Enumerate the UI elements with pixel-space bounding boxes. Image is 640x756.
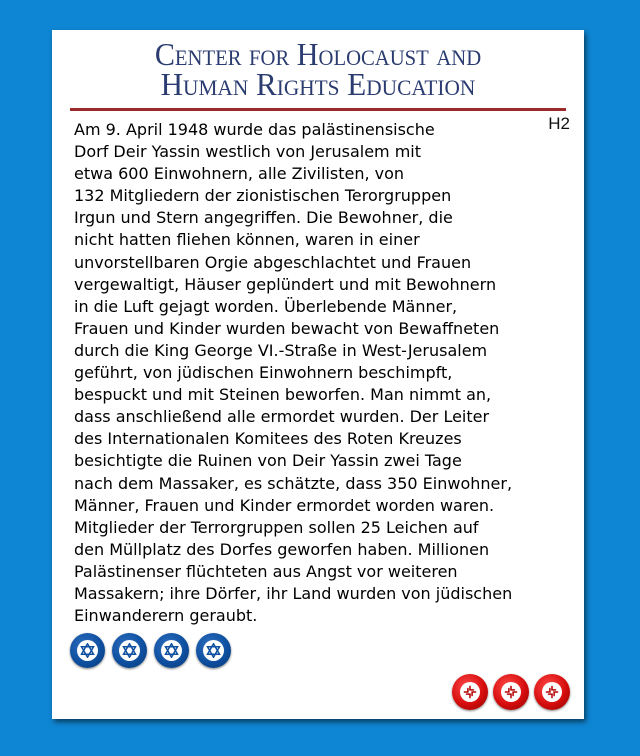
body-line: Palästinenser flüchteten aus Angst vor weiteren	[74, 561, 458, 581]
body-line: unvorstellbaren Orgie abgeschlachtet und Frauen	[74, 252, 472, 272]
content-card	[52, 30, 584, 719]
red-button-1[interactable]	[452, 674, 488, 710]
body-text	[74, 119, 578, 627]
star-of-david-icon	[203, 640, 224, 661]
star-button-row	[70, 633, 231, 668]
body-line: Irgun und Stern angegriffen. Die Bewohner, die	[74, 208, 453, 228]
org-logo-header	[70, 36, 566, 102]
body-line: Einwanderern geraubt.	[74, 606, 258, 626]
body-line: Mitglieder der Terrorgruppen sollen 25 Leichen auf	[74, 517, 479, 537]
star-button-4[interactable]	[196, 633, 231, 668]
body-line: Frauen und Kinder wurden bewacht von Bewaffneten	[74, 318, 500, 338]
star-button-2[interactable]	[112, 633, 147, 668]
star-button-1[interactable]	[70, 633, 105, 668]
body-line: den Müllplatz des Dorfes geworfen haben. Millionen	[74, 539, 490, 559]
body-line: Dorf Deir Yassin westlich von Jerusalem mit	[74, 142, 422, 162]
body-line: Massakern; ihre Dörfer, ihr Land wurden von jüdischen	[74, 583, 513, 603]
body-line: besichtigte die Ruinen von Deir Yassin zwei Tage	[74, 451, 462, 471]
red-button-2[interactable]	[493, 674, 529, 710]
star-button-3[interactable]	[154, 633, 189, 668]
body-line: Am 9. April 1948 wurde das palästinensische	[74, 120, 435, 139]
body-line: Männer, Frauen und Kinder ermordet worden waren.	[74, 495, 495, 515]
body-line: in die Luft gejagt worden. Überlebende Männer,	[74, 296, 458, 316]
page-code: H2	[548, 114, 570, 133]
body-line: des Internationalen Komitees des Roten Kreuzes	[74, 429, 462, 449]
star-of-david-icon	[77, 640, 98, 661]
red-button-row	[452, 674, 570, 710]
red-button-3[interactable]	[534, 674, 570, 710]
header-divider	[70, 108, 566, 111]
body-line: etwa 600 Einwohnern, alle Zivilisten, von	[74, 164, 405, 184]
header-line-1: Center for Holocaust and	[154, 36, 482, 72]
star-of-david-icon	[119, 640, 140, 661]
body-line: durch die King George VI.-Straße in West-Jerusalem	[74, 340, 488, 360]
body-line: 132 Mitgliedern der zionistischen Terorgruppen	[74, 186, 452, 206]
body-line: bespuckt und mit Steinen beworfen. Man nimmt an,	[74, 385, 492, 405]
swirl-icon	[542, 682, 562, 702]
body-line: vergewaltigt, Häuser geplündert und mit Bewohnern	[74, 274, 497, 294]
swirl-icon	[460, 682, 480, 702]
star-of-david-icon	[161, 640, 182, 661]
header-line-2: Human Rights Education	[160, 66, 476, 102]
body-line: geführt, von jüdischen Einwohnern beschimpft,	[74, 363, 453, 383]
swirl-icon	[501, 682, 521, 702]
body-line: nicht hatten fliehen können, waren in einer	[74, 230, 420, 250]
body-line: nach dem Massaker, es schätzte, dass 350 Einwohner,	[74, 473, 513, 493]
body-line: dass anschließend alle ermordet wurden. Der Leiter	[74, 407, 490, 427]
